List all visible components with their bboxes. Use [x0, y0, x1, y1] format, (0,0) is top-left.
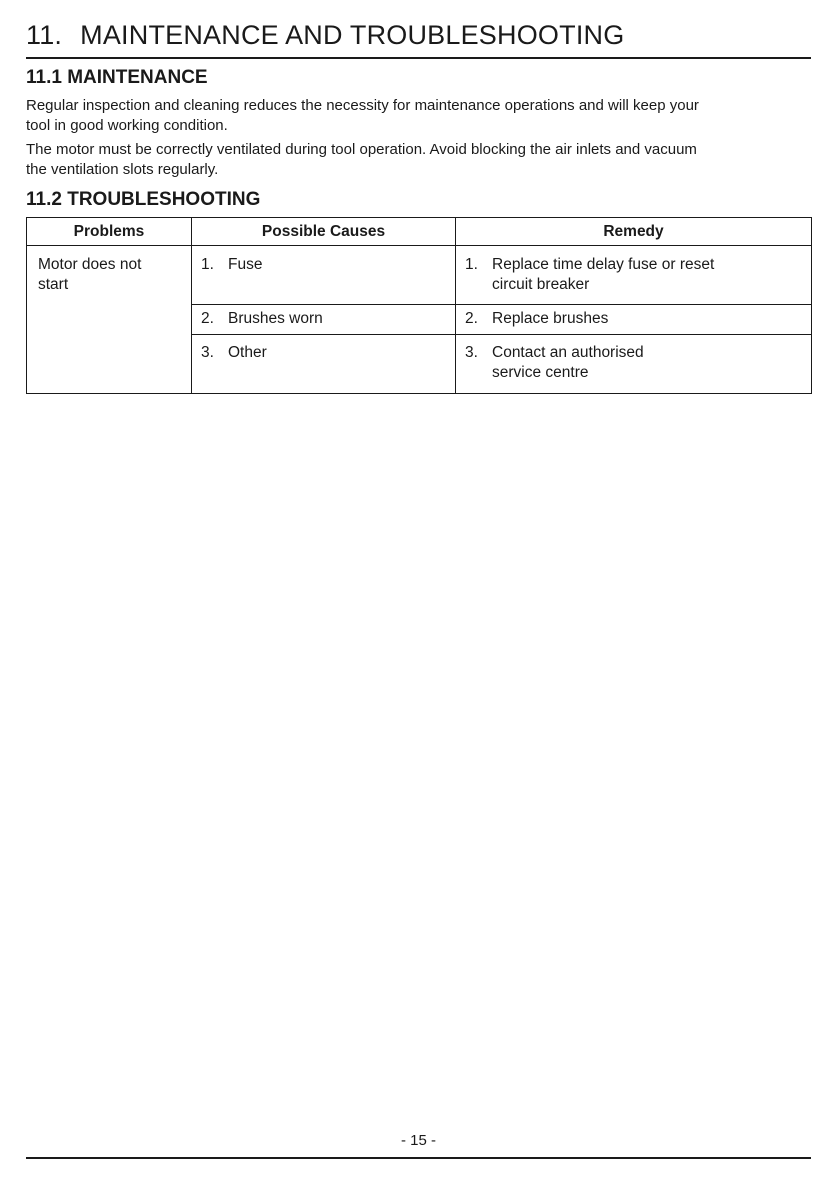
column-header-causes: Possible Causes — [192, 218, 456, 246]
cause-text: Other — [228, 344, 267, 361]
troubleshooting-table — [26, 217, 812, 394]
table-header-row — [27, 218, 812, 246]
maintenance-paragraph-1 — [26, 96, 811, 136]
problem-cell — [27, 246, 192, 394]
cause-cell — [192, 305, 456, 335]
remedy-text: circuit breaker — [492, 276, 590, 293]
problem-text: Motor does not — [38, 256, 142, 273]
cause-cell — [192, 335, 456, 394]
table-row — [27, 246, 812, 305]
page-number: - 15 - — [400, 1132, 436, 1149]
remedy-cell — [456, 305, 812, 335]
chapter-title-text: MAINTENANCE AND TROUBLESHOOTING — [80, 20, 625, 50]
maintenance-paragraph-2 — [26, 140, 811, 180]
remedy-cell — [456, 335, 812, 394]
chapter-title — [26, 18, 624, 52]
remedy-text: service centre — [492, 364, 589, 381]
remedy-text: Replace time delay fuse or reset — [492, 256, 715, 273]
column-header-remedy: Remedy — [456, 218, 812, 246]
remedy-text: Replace brushes — [492, 310, 609, 327]
chapter-divider — [26, 57, 811, 59]
remedy-number: 2. — [465, 310, 478, 327]
cause-number: 1. — [201, 256, 214, 273]
paragraph-line: Regular inspection and cleaning reduces the necessity for maintenance operations and will keep your — [26, 97, 699, 114]
remedy-cell — [456, 246, 812, 305]
cause-number: 3. — [201, 344, 214, 361]
paragraph-line: tool in good working condition. — [26, 117, 228, 134]
footer-divider — [26, 1157, 811, 1159]
cause-text: Fuse — [228, 256, 263, 273]
column-header-problems: Problems — [27, 218, 192, 246]
chapter-number: 11. — [26, 20, 63, 50]
troubleshooting-heading: 11.2 TROUBLESHOOTING — [26, 189, 261, 210]
paragraph-line: The motor must be correctly ventilated during tool operation. Avoid blocking the air inlets and vacuum — [26, 141, 697, 158]
cause-text: Brushes worn — [228, 310, 323, 327]
paragraph-line: the ventilation slots regularly. — [26, 161, 219, 178]
problem-text: start — [38, 276, 69, 293]
cause-cell — [192, 246, 456, 305]
remedy-text: Contact an authorised — [492, 344, 644, 361]
remedy-number: 3. — [465, 344, 478, 361]
cause-number: 2. — [201, 310, 214, 327]
remedy-number: 1. — [465, 256, 478, 273]
maintenance-heading: 11.1 MAINTENANCE — [26, 67, 208, 88]
manual-page — [26, 0, 811, 1187]
